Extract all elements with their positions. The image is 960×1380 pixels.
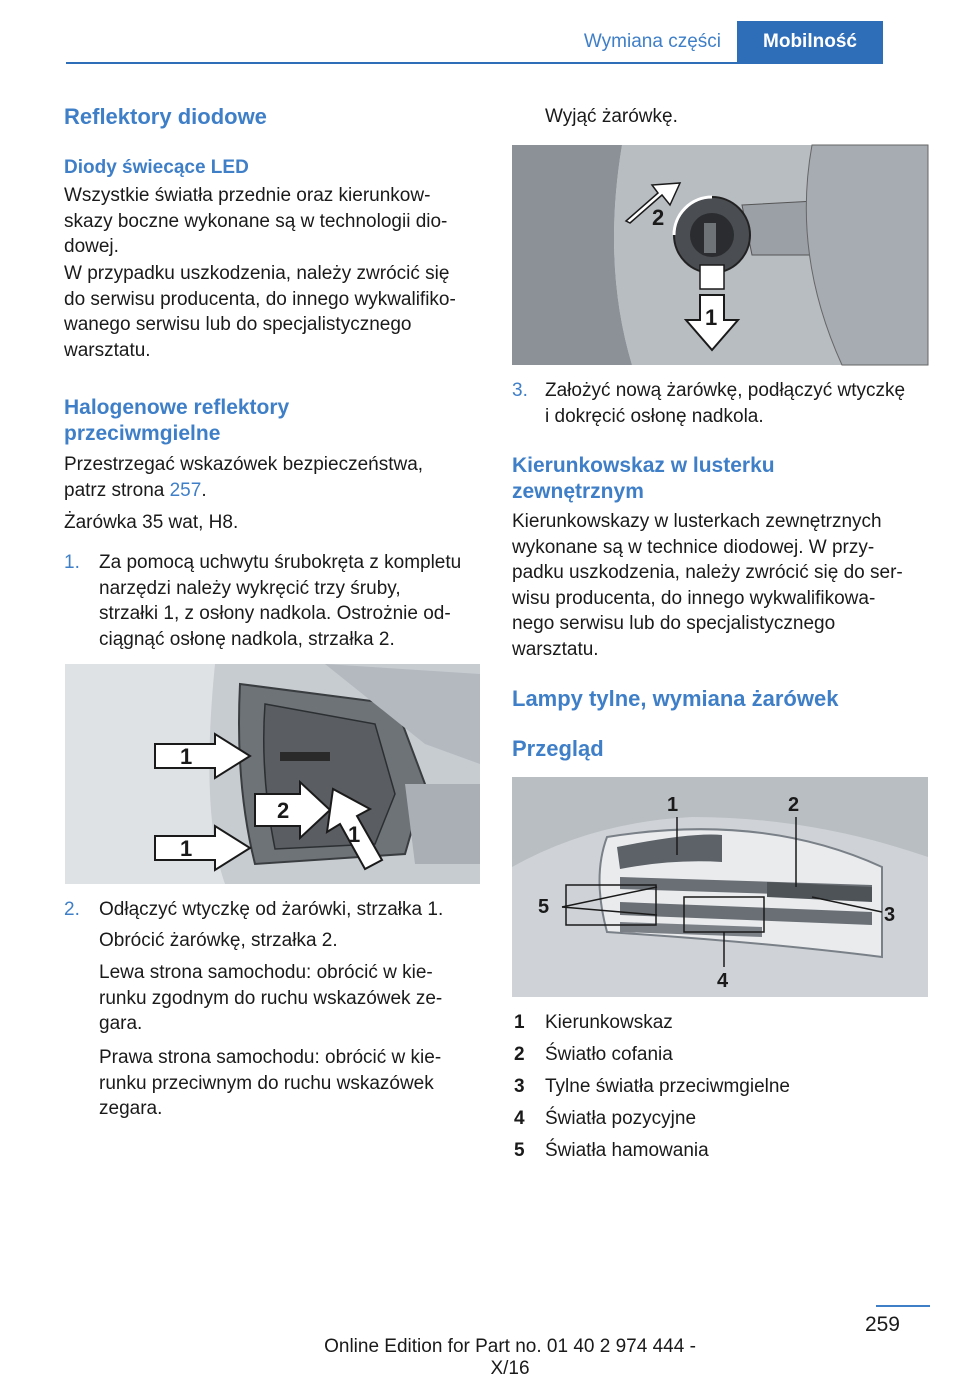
step-2-text-c xyxy=(99,960,442,1037)
footer-edition-note: Online Edition for Part no. 01 40 2 974 444 - X/16 xyxy=(324,1336,696,1379)
heading-rear-lights: Lampy tylne, wymiana żarówek xyxy=(512,686,839,711)
text-line: wisu producenta, do innego wykwalifikowa- xyxy=(512,587,876,609)
legend-number: 4 xyxy=(514,1108,525,1129)
text-line: runku zgodnym do ruchu wskazówek ze- xyxy=(99,987,443,1009)
text-span: . xyxy=(201,479,207,501)
text-line: dowej. xyxy=(64,236,119,257)
figure-rear-light-overview xyxy=(512,777,928,997)
text-line: narzędzi należy wykręcić trzy śruby, xyxy=(99,577,401,599)
text-line: W przypadku uszkodzenia, należy zwrócić się xyxy=(64,263,450,284)
text-line: skazy boczne wykonane są w technologii dio- xyxy=(64,210,448,232)
legend-text: Światło cofania xyxy=(545,1044,673,1065)
fog-paragraph-1 xyxy=(64,452,423,503)
fog-bulb-illustration xyxy=(512,145,928,365)
text-line: zegara. xyxy=(99,1098,163,1119)
callout-label: 4 xyxy=(717,970,729,992)
text-line: Za pomocą uchwytu śrubokręta z kompletu xyxy=(99,552,462,573)
heading-fog-lights xyxy=(64,395,289,447)
heading-line: Halogenowe reflektory xyxy=(64,396,290,419)
callout-label: 2 xyxy=(788,794,800,816)
text-line: Kierunkowskazy w lusterkach zewnętrznych xyxy=(512,511,882,532)
callout-label: 1 xyxy=(180,744,193,769)
legend-text: Światła pozycyjne xyxy=(545,1108,697,1129)
header-rule xyxy=(66,62,883,64)
text-line: nego serwisu lub do specjalistycznego xyxy=(512,613,836,634)
mirror-paragraph xyxy=(512,509,903,662)
text-line: Lewa strona samochodu: obrócić w kie- xyxy=(99,962,433,983)
led-paragraph-1 xyxy=(64,183,447,260)
text-line: strzałki 1, z osłony nadkola. Ostrożnie od- xyxy=(99,603,451,624)
heading-overview: Przegląd xyxy=(512,736,604,761)
header-section-title: Wymiana części xyxy=(583,31,721,52)
callout-label: 1 xyxy=(180,836,193,861)
text-line: wanego serwisu lub do specjalistycznego xyxy=(64,314,412,335)
heading-led-headlights: Reflektory diodowe xyxy=(64,104,267,129)
subheading-led: Diody świecące LED xyxy=(64,157,249,178)
text-line: do serwisu producenta, do innego wykwalifiko- xyxy=(64,288,456,310)
legend-number: 3 xyxy=(514,1076,525,1097)
heading-line: Kierunkowskaz w lusterku xyxy=(512,454,775,477)
callout-label: 2 xyxy=(277,798,290,823)
legend-text: Tylne światła przeciwmgielne xyxy=(545,1076,790,1097)
callout-label: 1 xyxy=(705,305,718,330)
page-number: 259 xyxy=(864,1313,900,1336)
step-2-text-a: Odłączyć wtyczkę od żarówki, strzałka 1. xyxy=(99,899,444,920)
text-line: ciągnąć osłonę nadkola, strzałka 2. xyxy=(99,628,395,650)
callout-label: 2 xyxy=(652,205,665,230)
legend-number: 5 xyxy=(514,1140,525,1161)
wheel-arch-illustration xyxy=(65,664,480,884)
legend-text: Światła hamowania xyxy=(545,1140,709,1161)
text-line: Przestrzegać wskazówek bezpieczeństwa, xyxy=(64,454,424,475)
text-line xyxy=(64,478,423,504)
text-line: warsztatu. xyxy=(512,638,599,660)
step-number: 3. xyxy=(512,380,528,401)
rear-light-illustration xyxy=(512,777,928,997)
step-number: 2. xyxy=(64,899,80,920)
text-line: Prawa strona samochodu: obrócić w kie- xyxy=(99,1047,442,1068)
heading-line: przeciwmgielne xyxy=(64,422,221,445)
step-number: 1. xyxy=(64,552,80,573)
callout-label: 5 xyxy=(538,896,550,918)
step-1-text xyxy=(99,550,461,652)
callout-label: 3 xyxy=(884,904,896,926)
step-3-text xyxy=(545,378,905,429)
text-line: wykonane są w technice diodowej. W przy- xyxy=(512,536,875,558)
legend-text: Kierunkowskaz xyxy=(545,1012,673,1033)
header-chapter-tab[interactable]: Mobilność xyxy=(737,21,883,63)
step-2-text-d xyxy=(99,1045,441,1122)
figure-wheel-arch-cover xyxy=(65,664,480,884)
text-line: i dokręcić osłonę nadkola. xyxy=(545,405,764,427)
legend-number: 2 xyxy=(514,1044,525,1065)
step-2-text-b: Obrócić żarówkę, strzałka 2. xyxy=(99,930,338,951)
text-span: patrz strona xyxy=(64,479,170,501)
page-link-257[interactable]: 257 xyxy=(169,479,202,501)
text-line: Założyć nową żarówkę, podłączyć wtyczkę xyxy=(545,380,906,401)
remove-bulb-text: Wyjąć żarówkę. xyxy=(545,106,678,127)
footer-rule xyxy=(876,1305,930,1307)
text-line: Wszystkie światła przednie oraz kierunkow- xyxy=(64,185,431,206)
legend-number: 1 xyxy=(514,1012,525,1033)
text-line: runku przeciwnym do ruchu wskazówek xyxy=(99,1072,434,1094)
led-paragraph-2 xyxy=(64,261,456,363)
heading-line: zewnętrznym xyxy=(512,480,644,503)
text-line: padku uszkodzenia, należy zwrócić się do ser- xyxy=(512,562,903,583)
text-line: gara. xyxy=(99,1013,143,1034)
callout-label: 1 xyxy=(667,794,679,816)
callout-label: 1 xyxy=(348,822,361,847)
fog-paragraph-2: Żarówka 35 wat, H8. xyxy=(64,512,239,533)
text-line: warsztatu. xyxy=(64,339,151,361)
heading-mirror-indicator xyxy=(512,453,775,505)
figure-fog-bulb xyxy=(512,145,928,365)
